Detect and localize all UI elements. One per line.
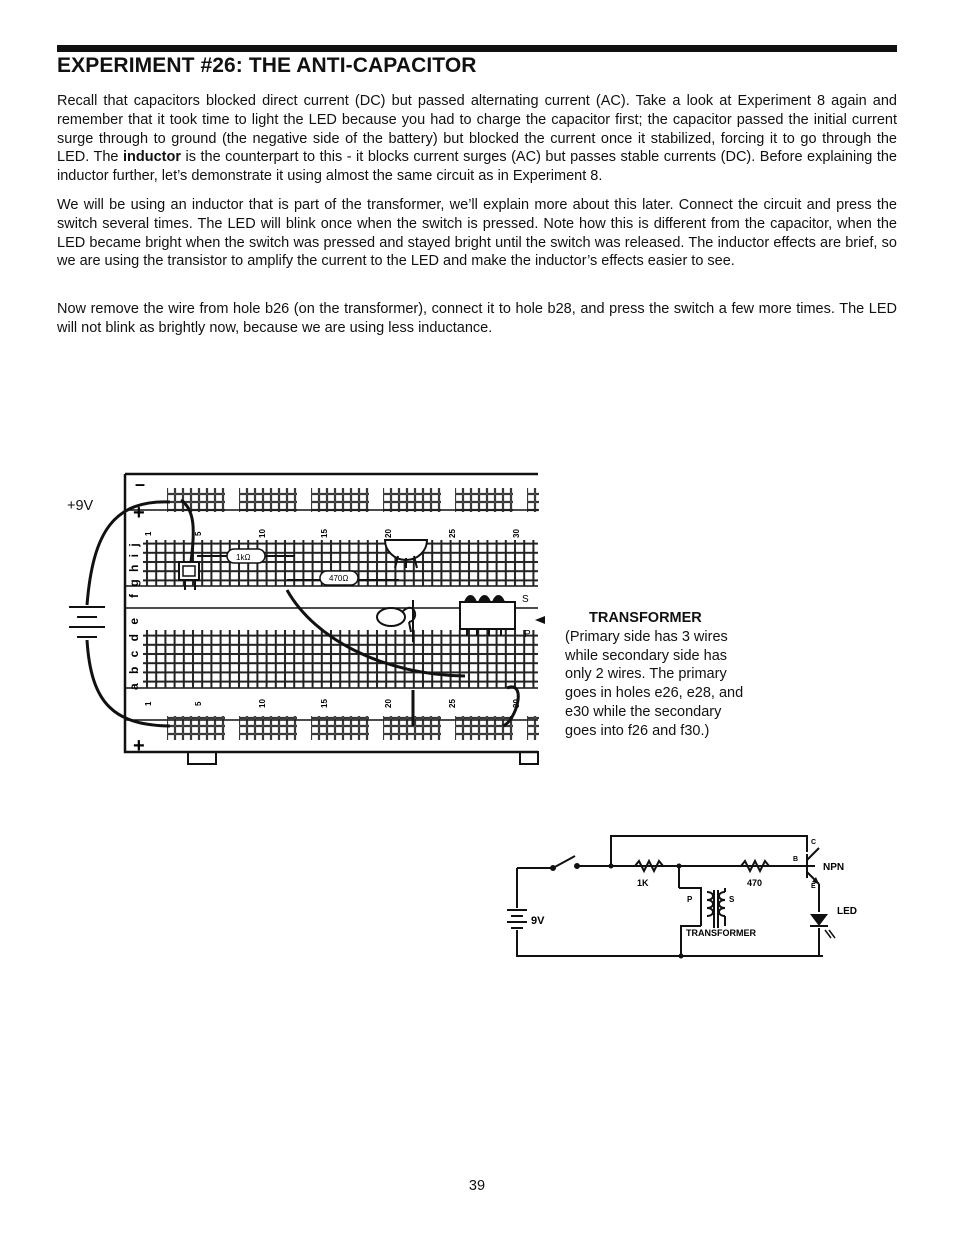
resistor-1k	[227, 549, 265, 563]
schematic-e-label: E	[811, 883, 816, 890]
col-number: 5	[194, 531, 203, 536]
col-number: 20	[384, 699, 393, 708]
supply-label: +9V	[67, 498, 94, 514]
inductor-term: inductor	[123, 149, 181, 166]
battery-symbol	[69, 607, 105, 637]
breadboard-diagram	[55, 470, 545, 770]
page-title: EXPERIMENT #26: THE ANTI-CAPACITOR	[57, 54, 477, 77]
row-letters-bottom: a b c d e	[127, 614, 141, 690]
header-rule	[57, 45, 897, 52]
schematic-c-label: C	[811, 839, 817, 846]
paragraph-intro-text-b: is the counterpart to this - it blocks current surges (AC) but passes stable currents (DC). Before explaining the inductor further, let’s demonstrate it using almost the same circuit as in Experiment 8.	[57, 149, 897, 185]
transformer-callout-heading: TRANSFORMER	[589, 610, 702, 626]
col-number: 10	[258, 529, 267, 538]
col-number: 10	[258, 699, 267, 708]
schematic-b-label: B	[793, 856, 799, 863]
page-number: 39	[468, 1178, 486, 1194]
paragraph-instructions: We will be using an inductor that is part of the transformer, we’ll explain more about this later. Connect the circuit and press the switch several times. The LED will blink once when the switch is pressed. Note how this is different from the capacitor, when the LED became bright when the switch was pressed and stayed bright until the switch was released. The inductor effects are brief, so we are using the transistor to amplify the current to the LED and make the inductor’s effects easier to see.	[57, 197, 897, 270]
schematic-battery-label: 9V	[531, 915, 545, 927]
paragraph-intro	[57, 92, 897, 186]
col-number: 1	[144, 531, 153, 536]
schematic-transformer-label: TRANSFORMER	[686, 928, 756, 938]
col-number: 15	[320, 699, 329, 708]
paragraph-intro-text-a: Recall that capacitors blocked direct current (DC) but passed alternating current (AC). Take a look at Experiment 8 again and remember that it took time to light the LED because you had to charge the capacitor first; the capacitor passed the initial current surge through to ground (the negative side of the battery) but blocked the current once it stabilized, forcing it to go through the LED. The	[57, 93, 897, 166]
led-component	[377, 608, 415, 632]
row-letters-top: f g h i j	[127, 541, 141, 598]
rail-minus-label: –	[135, 474, 146, 494]
resistor-1k-label: 1kΩ	[236, 553, 251, 562]
col-number: 25	[448, 699, 457, 708]
schematic-led-label: LED	[837, 906, 857, 917]
resistor-470	[320, 571, 358, 585]
transformer-s-label: S	[522, 594, 529, 605]
top-power-rail	[167, 488, 539, 512]
transformer-callout-body: (Primary side has 3 wires while secondary side has only 2 wires. The primary goes in holes e26, e28, and e30 while the secondary goes into f26 and f30.)	[565, 628, 744, 739]
schematic-r1-label: 1K	[637, 878, 649, 888]
col-number: 25	[448, 529, 457, 538]
circuit-schematic	[505, 830, 875, 970]
transformer-p-label: P	[524, 629, 531, 640]
bottom-power-rail	[167, 716, 539, 740]
paragraph-variation: Now remove the wire from hole b26 (on the transformer), connect it to hole b28, and press the switch a few more times. The LED will not blink as brightly now, because we are using less inductance.	[57, 301, 897, 336]
col-number: 5	[194, 701, 203, 706]
col-number: 15	[320, 529, 329, 538]
col-number: 30	[512, 529, 521, 538]
rail-plus-label: +	[133, 502, 145, 524]
schematic-npn-label: NPN	[823, 862, 845, 873]
transformer-callout	[565, 609, 755, 741]
col-number: 1	[144, 701, 153, 706]
resistor-470-label: 470Ω	[329, 574, 349, 583]
grid-lower	[143, 630, 538, 688]
schematic-r2-label: 470	[747, 878, 763, 888]
col-number: 20	[384, 529, 393, 538]
rail-plus-bottom-label: +	[133, 735, 145, 757]
schematic-p-label: P	[687, 895, 693, 904]
schematic-s-label: S	[729, 895, 735, 904]
col-number: 30	[512, 699, 521, 708]
